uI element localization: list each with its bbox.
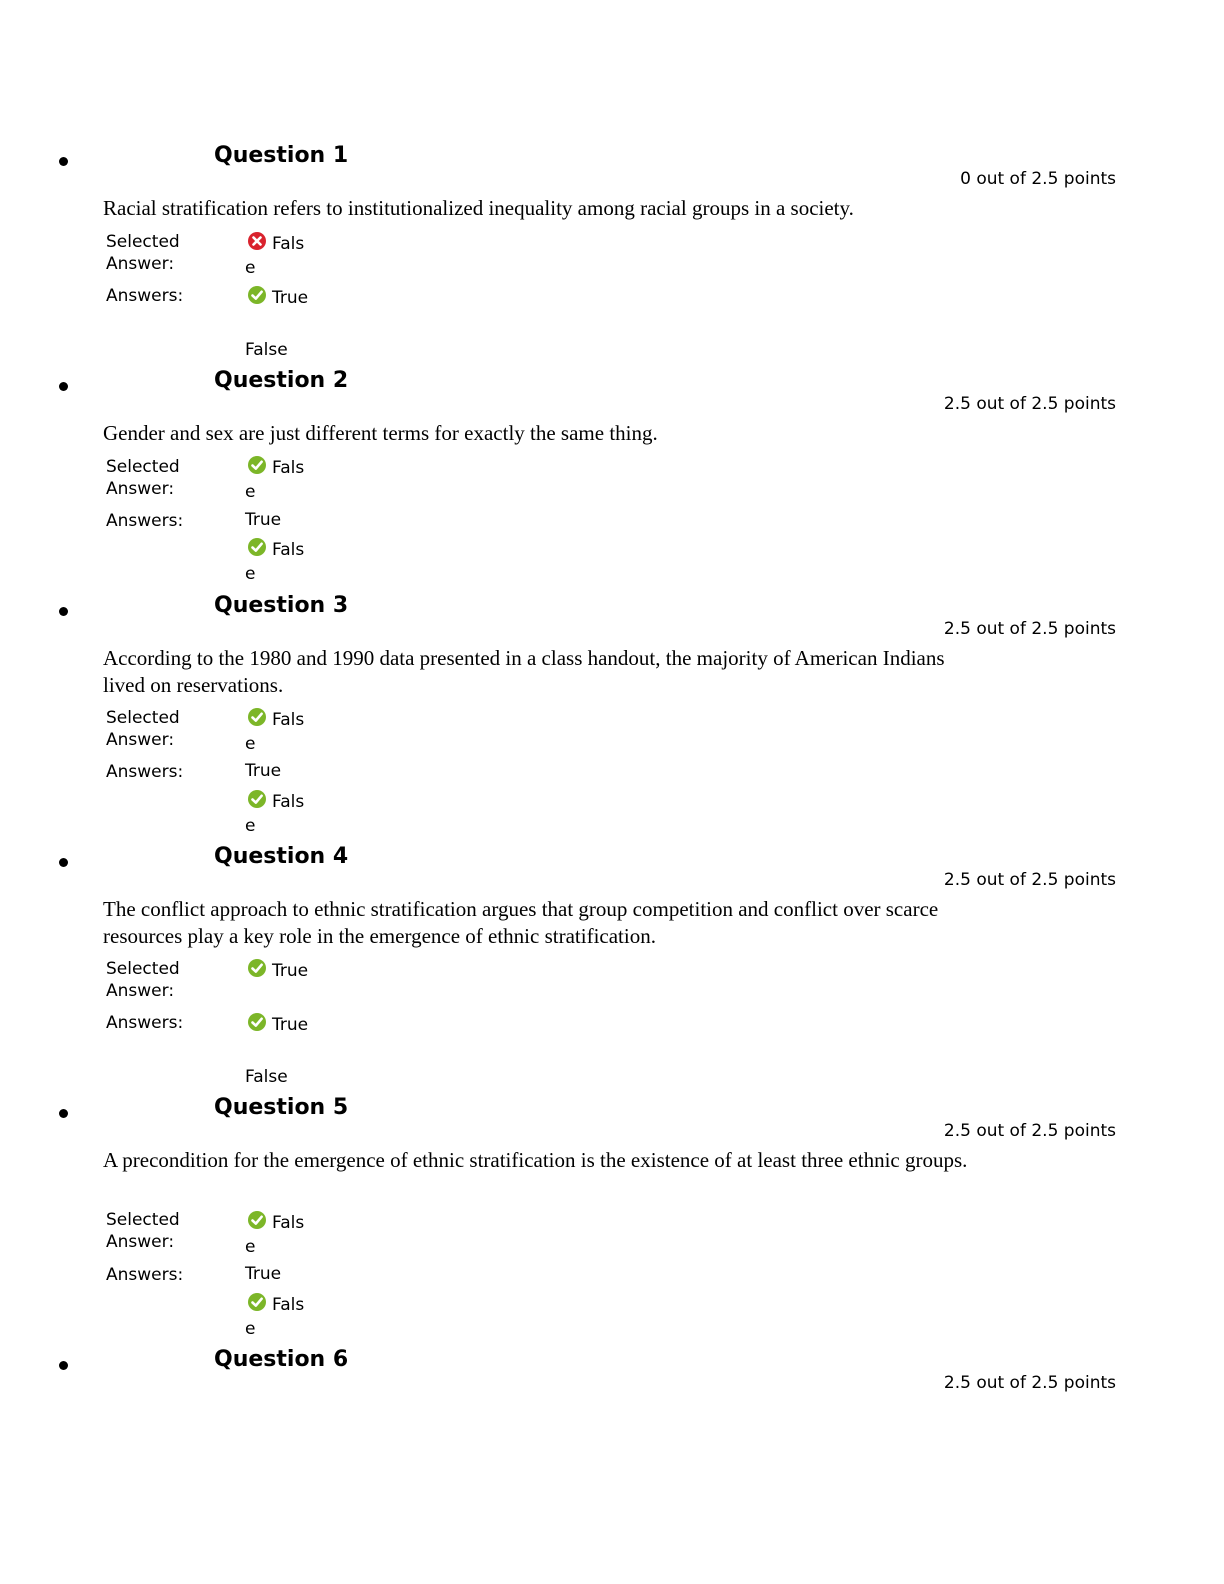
answer-option bbox=[245, 790, 311, 838]
answer-option bbox=[245, 1013, 311, 1037]
answer-option bbox=[245, 759, 311, 783]
answer-option-value: True bbox=[245, 761, 282, 781]
answer-option bbox=[245, 538, 311, 586]
correct-icon bbox=[248, 708, 266, 726]
question-6 bbox=[0, 1347, 1224, 1415]
points-score: 2.5 out of 2.5 points bbox=[943, 394, 1116, 414]
bullet-icon bbox=[59, 1109, 68, 1118]
question-1 bbox=[0, 143, 1224, 376]
correct-icon bbox=[248, 1293, 266, 1311]
answer-option-value: True bbox=[245, 1264, 282, 1284]
points-score: 2.5 out of 2.5 points bbox=[943, 1121, 1116, 1141]
points-score: 2.5 out of 2.5 points bbox=[943, 870, 1116, 890]
question-title: Question 3 bbox=[214, 593, 349, 618]
question-5 bbox=[0, 1095, 1224, 1339]
question-4 bbox=[0, 844, 1224, 1087]
answer-option-value: False bbox=[245, 340, 288, 360]
correct-icon bbox=[248, 538, 266, 556]
question-title: Question 6 bbox=[214, 1347, 349, 1372]
answer-option bbox=[245, 338, 311, 362]
selected-answer-label: Selected Answer: bbox=[106, 232, 180, 274]
correct-icon bbox=[248, 790, 266, 808]
selected-answer-value: False bbox=[245, 458, 305, 502]
question-text: The conflict approach to ethnic stratification argues that group competition and conflict over scarce resources play a key role in the emergence of ethnic stratification. bbox=[103, 897, 939, 948]
correct-icon bbox=[248, 959, 266, 977]
answer-option bbox=[245, 508, 311, 532]
selected-answer bbox=[245, 456, 311, 504]
answer-option-value: True bbox=[272, 1015, 309, 1035]
answer-option-value: False bbox=[245, 792, 305, 836]
bullet-icon bbox=[59, 607, 68, 616]
question-text: Racial stratification refers to institutionalized inequality among racial groups in a society. bbox=[103, 196, 854, 220]
answers-label: Answers: bbox=[106, 511, 184, 531]
bullet-icon bbox=[59, 858, 68, 867]
bullet-icon bbox=[59, 382, 68, 391]
answer-option bbox=[245, 286, 311, 310]
selected-answer-label: Selected Answer: bbox=[106, 708, 180, 750]
incorrect-icon bbox=[248, 232, 266, 250]
answer-option-value: True bbox=[272, 288, 309, 308]
answers-label: Answers: bbox=[106, 1013, 184, 1033]
points-score: 2.5 out of 2.5 points bbox=[943, 619, 1116, 639]
answers-label: Answers: bbox=[106, 1265, 184, 1285]
correct-icon bbox=[248, 286, 266, 304]
answers-label: Answers: bbox=[106, 286, 184, 306]
selected-answer-value: False bbox=[245, 234, 305, 278]
answer-option-value: True bbox=[245, 510, 282, 530]
bullet-icon bbox=[59, 1361, 68, 1370]
correct-icon bbox=[248, 1013, 266, 1031]
question-text: A precondition for the emergence of ethnic stratification is the existence of at least three ethnic groups. bbox=[103, 1148, 968, 1172]
selected-answer-label: Selected Answer: bbox=[106, 959, 180, 1001]
points-score: 2.5 out of 2.5 points bbox=[943, 1373, 1116, 1393]
answer-option-value: False bbox=[245, 1067, 288, 1087]
selected-answer-value: False bbox=[245, 1213, 305, 1257]
question-text: According to the 1980 and 1990 data presented in a class handout, the majority of American Indians lived on reservations. bbox=[103, 646, 945, 697]
question-title: Question 1 bbox=[214, 143, 349, 168]
question-text: Gender and sex are just different terms for exactly the same thing. bbox=[103, 421, 658, 445]
selected-answer bbox=[245, 232, 311, 280]
question-title: Question 4 bbox=[214, 844, 349, 869]
selected-answer bbox=[245, 1211, 311, 1259]
question-title: Question 5 bbox=[214, 1095, 349, 1120]
correct-icon bbox=[248, 456, 266, 474]
bullet-icon bbox=[59, 157, 68, 166]
selected-answer-label: Selected Answer: bbox=[106, 457, 180, 499]
answers-label: Answers: bbox=[106, 762, 184, 782]
selected-answer-value: True bbox=[272, 961, 309, 981]
answer-option bbox=[245, 1262, 311, 1286]
selected-answer-value: False bbox=[245, 710, 305, 754]
correct-icon bbox=[248, 1211, 266, 1229]
question-2 bbox=[0, 368, 1224, 601]
answer-option-value: False bbox=[245, 1295, 305, 1339]
answer-option bbox=[245, 1293, 311, 1341]
selected-answer bbox=[245, 959, 311, 983]
points-score: 0 out of 2.5 points bbox=[960, 169, 1116, 189]
selected-answer-label: Selected Answer: bbox=[106, 1210, 180, 1252]
question-title: Question 2 bbox=[214, 368, 349, 393]
answer-option bbox=[245, 1065, 311, 1089]
question-3 bbox=[0, 593, 1224, 836]
answer-option-value: False bbox=[245, 540, 305, 584]
selected-answer bbox=[245, 708, 311, 756]
